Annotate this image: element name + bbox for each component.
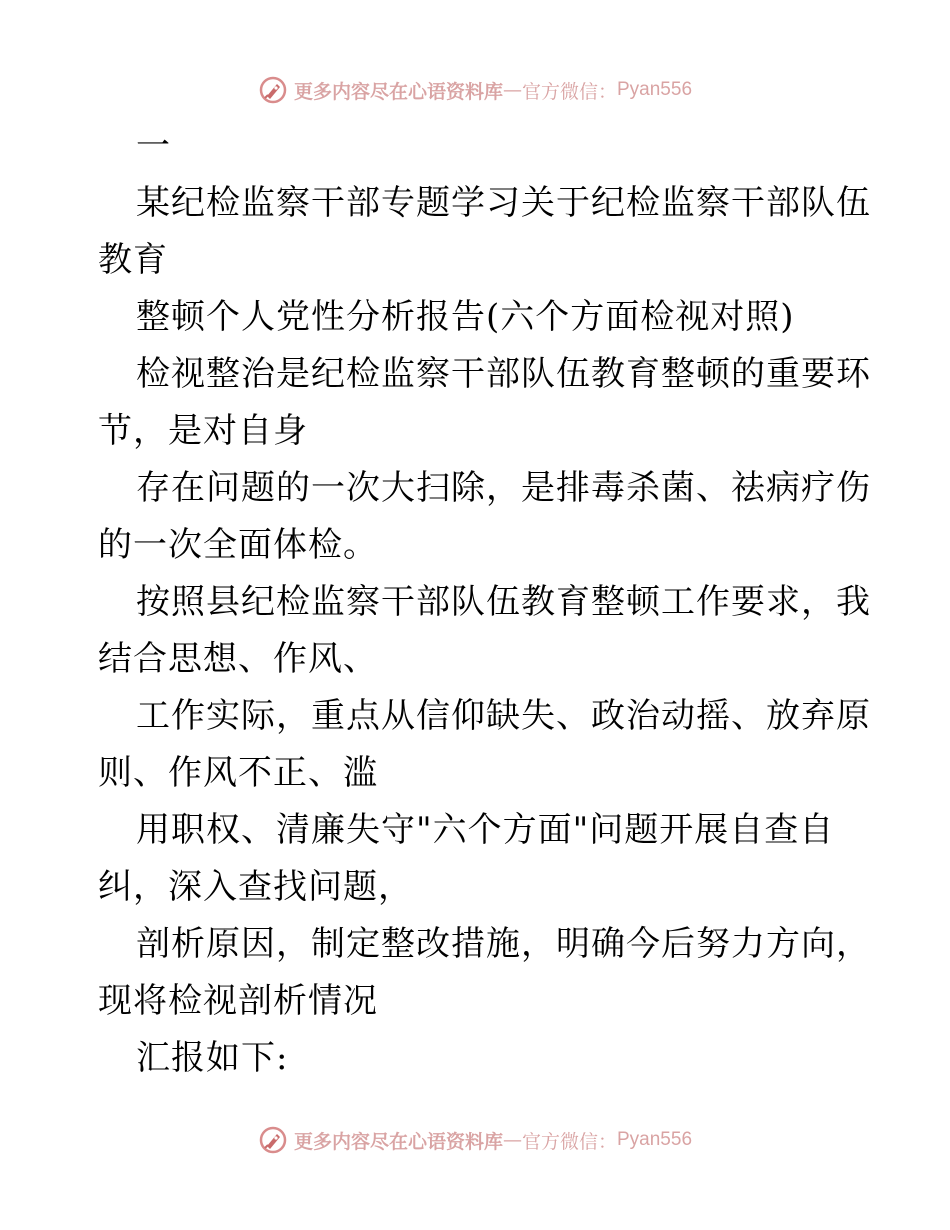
banner-dash: —	[502, 79, 522, 101]
body-line: 节，是对自身	[98, 411, 308, 451]
banner-wechat-id: Pyan556	[617, 1129, 693, 1150]
body-line: 一	[136, 126, 171, 166]
document-body	[98, 118, 871, 1087]
banner-wechat-label: 官方微信：	[521, 1130, 617, 1153]
body-line: 整顿个人党性分析报告(六个方面检视对照)	[136, 297, 795, 337]
body-line: 教育	[98, 240, 168, 280]
banner-main-text: 更多内容尽在心语资料库	[293, 1130, 503, 1153]
pen-nib-circle-icon	[258, 1125, 288, 1155]
header-watermark-banner	[0, 70, 950, 110]
body-line: 用职权、清廉失守"六个方面"问题开展自查自	[136, 810, 835, 850]
body-line: 则、作风不正、滥	[98, 753, 378, 793]
body-line: 结合思想、作风、	[98, 639, 378, 679]
body-line: 汇报如下:	[136, 1038, 289, 1078]
banner-wechat-label: 官方微信：	[521, 80, 617, 103]
body-line: 工作实际，重点从信仰缺失、政治动摇、放弃原	[136, 696, 871, 736]
body-line: 按照县纪检监察干部队伍教育整顿工作要求，我	[136, 582, 871, 622]
body-line: 某纪检监察干部专题学习关于纪检监察干部队伍	[136, 183, 871, 223]
body-line: 剖析原因，制定整改措施，明确今后努力方向，	[136, 924, 871, 964]
body-line: 纠，深入查找问题，	[98, 867, 413, 907]
banner-main-text: 更多内容尽在心语资料库	[293, 80, 503, 103]
body-line: 现将检视剖析情况	[98, 981, 378, 1021]
banner-dash: —	[502, 1129, 522, 1151]
footer-watermark-banner	[0, 1120, 950, 1160]
body-line: 存在问题的一次大扫除，是排毒杀菌、祛病疗伤	[136, 468, 871, 508]
body-line: 的一次全面体检。	[98, 525, 378, 565]
banner-wechat-id: Pyan556	[617, 79, 693, 100]
body-line: 检视整治是纪检监察干部队伍教育整顿的重要环	[136, 354, 871, 394]
pen-nib-circle-icon	[258, 75, 288, 105]
